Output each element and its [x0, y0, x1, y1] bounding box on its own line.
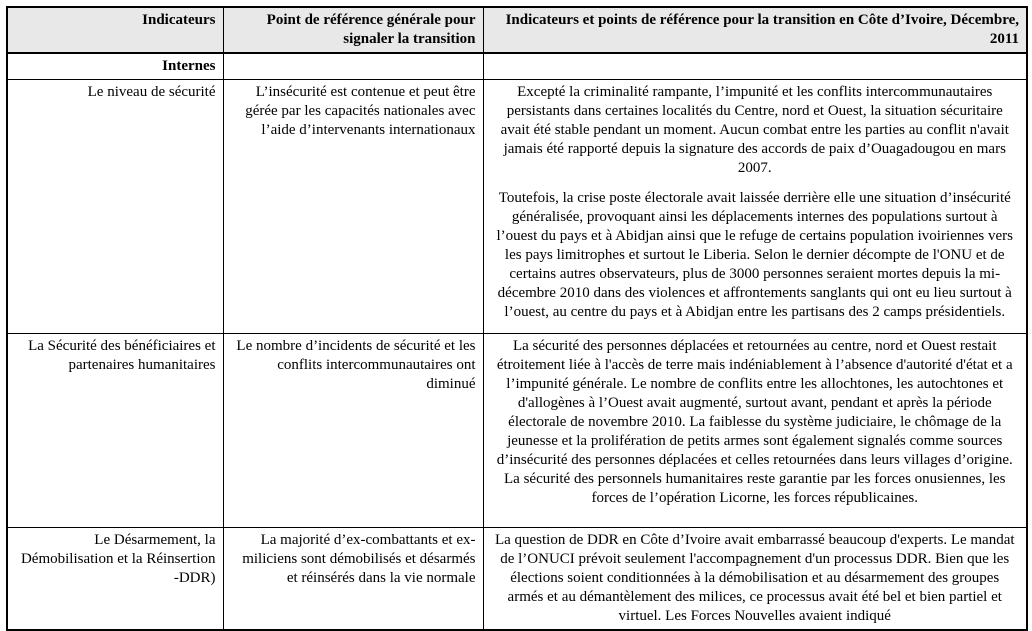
header-indicateurs: Indicateurs — [7, 7, 223, 53]
section-label-internes: Internes — [7, 53, 223, 80]
empty-cell — [223, 53, 483, 80]
description-paragraph: La question de DDR en Côte d’Ivoire avait embarrassé beaucoup d'experts. Le mandat de l’ONUCI prévoit seulement l'accompagnement d'un processus DDR. Bien que les élections soient conditionnées à la démobilisation et au désarmement des groupes armés et au démantèlement des milices, ce processus avait été bel et bien partiel et virtuel. Les Forces Nouvelles avaient indiqué — [494, 532, 1015, 624]
baseline-cell: Le nombre d’incidents de sécurité et les conflits intercommunautaires ont diminué — [223, 334, 483, 528]
transition-indicators-table — [6, 6, 1028, 631]
description-cell — [483, 528, 1027, 631]
table-row-ddr — [7, 528, 1027, 631]
description-cell — [483, 334, 1027, 528]
baseline-cell: L’insécurité est contenue et peut être gérée par les capacités nationales avec l’aide d’intervenants internationaux — [223, 80, 483, 334]
description-paragraph: Excepté la criminalité rampante, l’impunité et les conflits intercommunautaires persistants dans certaines localités du Centre, nord et Ouest, la situation sécuritaire avait été stable pendant un moment. Aucun combat entre les parties au conflit n'avait jamais été rapporté depuis la signature des accords de paix d’Ouagadougou en mars 2007. — [500, 84, 1009, 176]
table-row-niveau-securite — [7, 80, 1027, 334]
table-row-securite-beneficiaires — [7, 334, 1027, 528]
header-indicateurs-cote-divoire: Indicateurs et points de référence pour la transition en Côte d’Ivoire, Décembre, 2011 — [483, 7, 1027, 53]
section-row-internes — [7, 53, 1027, 80]
indicator-cell: La Sécurité des bénéficiaires et partenaires humanitaires — [7, 334, 223, 528]
indicator-cell: Le niveau de sécurité — [7, 80, 223, 334]
indicator-cell: Le Désarmement, la Démobilisation et la Réinsertion -DDR) — [7, 528, 223, 631]
description-paragraph: La sécurité des personnes déplacées et retournées au centre, nord et Ouest restait étroitement liée à l'accès de terre mais indéniablement à l’absence d'autorité d'état et a l’impunité générale. Le nombre de conflits entre les allochtones, les autochtones et d'allogènes à l’Ouest avait augmenté, surtout avant, pendant et après la période électorale de novembre 2010. La faiblesse du système judiciaire, le chômage de la jeunesse et la prolifération de petits armes sont également signalés comme sources d’insécurité des personnes déplacées et celles retournées dans leurs villages d’origine. La sécurité des personnels humanitaires reste garantie par les forces onusiennes, les forces de l’opération Licorne, les forces républicaines. — [496, 338, 1013, 506]
header-point-de-reference: Point de référence générale pour signaler la transition — [223, 7, 483, 53]
table-header-row — [7, 7, 1027, 53]
empty-cell — [483, 53, 1027, 80]
baseline-cell: La majorité d’ex-combattants et ex-miliciens sont démobilisés et désarmés et réinsérés dans la vie normale — [223, 528, 483, 631]
document-page — [6, 6, 1028, 631]
description-cell — [483, 80, 1027, 334]
description-paragraph: Toutefois, la crise poste électorale avait laissée derrière elle une situation d’insécurité généralisée, provoquant ainsi les déplacements internes des populations surtout à l’ouest du pays et à Abidjan ainsi que le refuge de certains population ivoiriennes vers les pays limitrophes et surtout le Liberia. Selon le dernier décompte de l'ONU et de certains autres observateurs, plus de 3000 personnes seraient mortes depuis la mi-décembre 2010 dans des violences et affrontements sanglants qui ont eu lieu surtout à l’ouest, au centre du pays et à Abidjan entre les partisans des 2 camps présidentiels. — [496, 190, 1014, 320]
